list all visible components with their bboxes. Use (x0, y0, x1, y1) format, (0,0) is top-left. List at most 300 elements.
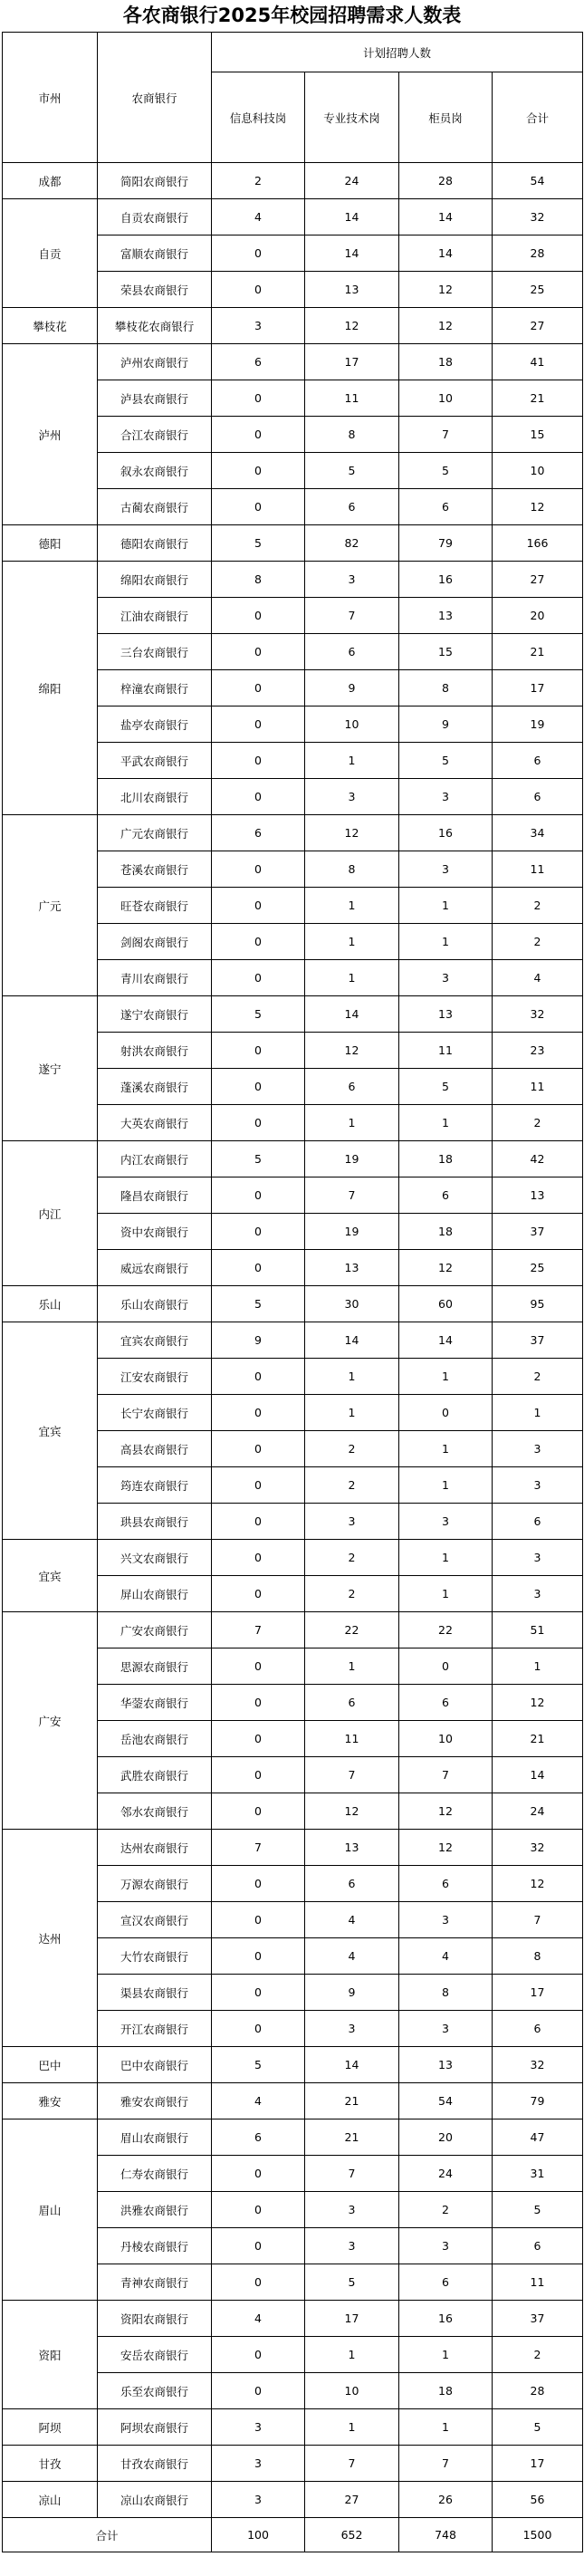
counter-cell: 3 (399, 1902, 493, 1938)
bank-cell: 广元农商银行 (98, 815, 212, 851)
pro-cell: 1 (305, 924, 399, 960)
city-cell: 乐山 (3, 1286, 98, 1322)
counter-cell: 14 (399, 235, 493, 272)
it-cell: 0 (212, 960, 305, 996)
bank-cell: 泸县农商银行 (98, 380, 212, 417)
bank-cell: 内江农商银行 (98, 1141, 212, 1177)
counter-cell: 16 (399, 815, 493, 851)
page-title: 各农商银行2025年校园招聘需求人数表 (122, 5, 462, 26)
counter-cell: 3 (399, 2228, 493, 2264)
total-cell: 13 (493, 1177, 583, 1214)
counter-cell: 13 (399, 996, 493, 1033)
it-cell: 0 (212, 1431, 305, 1467)
bank-cell: 旺苍农商银行 (98, 888, 212, 924)
counter-cell: 28 (399, 163, 493, 199)
total-cell: 3 (493, 1576, 583, 1612)
counter-cell: 5 (399, 453, 493, 489)
city-cell: 广元 (3, 815, 98, 996)
city-cell: 宜宾 (3, 1540, 98, 1612)
total-cell: 27 (493, 308, 583, 344)
pro-cell: 6 (305, 1685, 399, 1721)
total-cell: 95 (493, 1286, 583, 1322)
pro-cell: 2 (305, 1467, 399, 1504)
bank-cell: 德阳农商银行 (98, 525, 212, 562)
table-row (3, 1322, 583, 1359)
bank-cell: 隆昌农商银行 (98, 1177, 212, 1214)
total-it-cell: 100 (212, 2518, 305, 2552)
counter-cell: 12 (399, 308, 493, 344)
it-cell: 4 (212, 2083, 305, 2119)
it-cell: 0 (212, 1359, 305, 1395)
counter-cell: 12 (399, 272, 493, 308)
it-cell: 5 (212, 1141, 305, 1177)
counter-cell: 18 (399, 1141, 493, 1177)
counter-cell: 14 (399, 199, 493, 235)
counter-cell: 79 (399, 525, 493, 562)
total-cell: 37 (493, 1322, 583, 1359)
table-row (3, 562, 583, 598)
it-cell: 0 (212, 924, 305, 960)
it-cell: 5 (212, 996, 305, 1033)
pro-cell: 12 (305, 308, 399, 344)
pro-cell: 1 (305, 960, 399, 996)
counter-cell: 14 (399, 1322, 493, 1359)
pro-cell: 2 (305, 1540, 399, 1576)
it-cell: 0 (212, 2011, 305, 2047)
total-cell: 14 (493, 1757, 583, 1793)
counter-cell: 1 (399, 1540, 493, 1576)
total-cell: 17 (493, 670, 583, 706)
it-cell: 6 (212, 815, 305, 851)
pro-cell: 8 (305, 851, 399, 888)
table-row (3, 1141, 583, 1177)
it-cell: 0 (212, 1576, 305, 1612)
it-cell: 4 (212, 2301, 305, 2337)
bank-cell: 古蔺农商银行 (98, 489, 212, 525)
total-cell: 47 (493, 2119, 583, 2156)
pro-cell: 3 (305, 2011, 399, 2047)
pro-cell: 13 (305, 1250, 399, 1286)
bank-cell: 江油农商银行 (98, 598, 212, 634)
bank-cell: 资阳农商银行 (98, 2301, 212, 2337)
counter-cell: 18 (399, 1214, 493, 1250)
pro-cell: 1 (305, 743, 399, 779)
city-cell: 甘孜 (3, 2446, 98, 2482)
it-cell: 0 (212, 2337, 305, 2373)
counter-cell: 1 (399, 1105, 493, 1141)
bank-cell: 攀枝花农商银行 (98, 308, 212, 344)
it-cell: 0 (212, 1793, 305, 1830)
total-cell: 28 (493, 2373, 583, 2409)
bank-cell: 射洪农商银行 (98, 1033, 212, 1069)
bank-cell: 泸州农商银行 (98, 344, 212, 380)
total-cell: 25 (493, 272, 583, 308)
bank-cell: 武胜农商银行 (98, 1757, 212, 1793)
it-cell: 4 (212, 199, 305, 235)
table-row (3, 199, 583, 235)
city-cell: 自贡 (3, 199, 98, 308)
bank-cell: 青川农商银行 (98, 960, 212, 996)
pro-cell: 7 (305, 1757, 399, 1793)
header-bank: 农商银行 (98, 33, 212, 163)
it-cell: 0 (212, 1975, 305, 2011)
bank-cell: 荣县农商银行 (98, 272, 212, 308)
pro-cell: 13 (305, 1830, 399, 1866)
table-row (3, 2301, 583, 2337)
it-cell: 8 (212, 562, 305, 598)
bank-cell: 万源农商银行 (98, 1866, 212, 1902)
total-cell: 5 (493, 2409, 583, 2446)
bank-cell: 长宁农商银行 (98, 1395, 212, 1431)
bank-cell: 高县农商银行 (98, 1431, 212, 1467)
counter-cell: 16 (399, 562, 493, 598)
total-cell: 32 (493, 199, 583, 235)
city-cell: 资阳 (3, 2301, 98, 2409)
pro-cell: 1 (305, 1395, 399, 1431)
it-cell: 2 (212, 163, 305, 199)
counter-cell: 12 (399, 1250, 493, 1286)
counter-cell: 3 (399, 2011, 493, 2047)
it-cell: 0 (212, 1866, 305, 1902)
pro-cell: 6 (305, 1866, 399, 1902)
total-cell: 5 (493, 2192, 583, 2228)
it-cell: 0 (212, 1250, 305, 1286)
bank-cell: 宣汉农商银行 (98, 1902, 212, 1938)
bank-cell: 洪雅农商银行 (98, 2192, 212, 2228)
city-cell: 泸州 (3, 344, 98, 525)
table-row (3, 2446, 583, 2482)
counter-cell: 6 (399, 1866, 493, 1902)
total-cell: 10 (493, 453, 583, 489)
it-cell: 0 (212, 670, 305, 706)
pro-cell: 11 (305, 380, 399, 417)
pro-cell: 19 (305, 1141, 399, 1177)
counter-cell: 1 (399, 1431, 493, 1467)
counter-cell: 5 (399, 1069, 493, 1105)
counter-cell: 18 (399, 344, 493, 380)
total-cell: 2 (493, 1359, 583, 1395)
counter-cell: 1 (399, 1576, 493, 1612)
total-cell: 17 (493, 1975, 583, 2011)
total-cell: 34 (493, 815, 583, 851)
it-cell: 5 (212, 525, 305, 562)
city-cell: 雅安 (3, 2083, 98, 2119)
total-cell: 25 (493, 1250, 583, 1286)
table-row (3, 2083, 583, 2119)
pro-cell: 14 (305, 1322, 399, 1359)
pro-cell: 8 (305, 417, 399, 453)
pro-cell: 9 (305, 1975, 399, 2011)
counter-cell: 3 (399, 960, 493, 996)
counter-cell: 10 (399, 380, 493, 417)
total-cell: 12 (493, 489, 583, 525)
header-city: 市州 (3, 33, 98, 163)
bank-cell: 宜宾农商银行 (98, 1322, 212, 1359)
counter-cell: 22 (399, 1612, 493, 1648)
total-cell: 3 (493, 1431, 583, 1467)
pro-cell: 7 (305, 2156, 399, 2192)
it-cell: 0 (212, 1105, 305, 1141)
bank-cell: 广安农商银行 (98, 1612, 212, 1648)
counter-cell: 8 (399, 1975, 493, 2011)
counter-cell: 3 (399, 851, 493, 888)
header-pro: 专业技术岗 (305, 72, 399, 163)
bank-cell: 乐山农商银行 (98, 1286, 212, 1322)
total-cell: 6 (493, 1504, 583, 1540)
counter-cell: 0 (399, 1395, 493, 1431)
counter-cell: 1 (399, 1467, 493, 1504)
pro-cell: 2 (305, 1576, 399, 1612)
it-cell: 0 (212, 2264, 305, 2301)
it-cell: 0 (212, 272, 305, 308)
pro-cell: 1 (305, 2337, 399, 2373)
pro-cell: 1 (305, 1648, 399, 1685)
header-plan: 计划招聘人数 (212, 33, 583, 72)
counter-cell: 11 (399, 1033, 493, 1069)
it-cell: 0 (212, 851, 305, 888)
it-cell: 6 (212, 2119, 305, 2156)
bank-cell: 阿坝农商银行 (98, 2409, 212, 2446)
table-row (3, 2119, 583, 2156)
it-cell: 0 (212, 2156, 305, 2192)
it-cell: 0 (212, 888, 305, 924)
bank-cell: 岳池农商银行 (98, 1721, 212, 1757)
bank-cell: 剑阁农商银行 (98, 924, 212, 960)
pro-cell: 13 (305, 272, 399, 308)
total-cell: 37 (493, 2301, 583, 2337)
counter-cell: 6 (399, 1177, 493, 1214)
pro-cell: 21 (305, 2119, 399, 2156)
pro-cell: 9 (305, 670, 399, 706)
counter-cell: 12 (399, 1830, 493, 1866)
pro-cell: 3 (305, 562, 399, 598)
counter-cell: 6 (399, 2264, 493, 2301)
total-counter-cell: 748 (399, 2518, 493, 2552)
total-cell: 3 (493, 1467, 583, 1504)
counter-cell: 7 (399, 417, 493, 453)
table-row (3, 344, 583, 380)
counter-cell: 24 (399, 2156, 493, 2192)
bank-cell: 巴中农商银行 (98, 2047, 212, 2083)
pro-cell: 12 (305, 1793, 399, 1830)
bank-cell: 资中农商银行 (98, 1214, 212, 1250)
total-cell: 2 (493, 1105, 583, 1141)
it-cell: 0 (212, 706, 305, 743)
it-cell: 9 (212, 1322, 305, 1359)
total-cell: 2 (493, 888, 583, 924)
it-cell: 3 (212, 2446, 305, 2482)
pro-cell: 1 (305, 1105, 399, 1141)
it-cell: 5 (212, 1286, 305, 1322)
total-cell: 24 (493, 1793, 583, 1830)
bank-cell: 绵阳农商银行 (98, 562, 212, 598)
total-cell: 54 (493, 163, 583, 199)
bank-cell: 自贡农商银行 (98, 199, 212, 235)
header-total: 合计 (493, 72, 583, 163)
it-cell: 0 (212, 1504, 305, 1540)
counter-cell: 1 (399, 1359, 493, 1395)
total-cell: 17 (493, 2446, 583, 2482)
pro-cell: 30 (305, 1286, 399, 1322)
total-cell: 32 (493, 1830, 583, 1866)
table-row (3, 163, 583, 199)
city-cell: 阿坝 (3, 2409, 98, 2446)
counter-cell: 13 (399, 2047, 493, 2083)
bank-cell: 甘孜农商银行 (98, 2446, 212, 2482)
it-cell: 0 (212, 1902, 305, 1938)
pro-cell: 14 (305, 2047, 399, 2083)
total-cell: 12 (493, 1866, 583, 1902)
counter-cell: 60 (399, 1286, 493, 1322)
it-cell: 0 (212, 743, 305, 779)
bank-cell: 蓬溪农商银行 (98, 1069, 212, 1105)
it-cell: 5 (212, 2047, 305, 2083)
counter-cell: 1 (399, 2409, 493, 2446)
pro-cell: 5 (305, 2264, 399, 2301)
pro-cell: 3 (305, 1504, 399, 1540)
it-cell: 0 (212, 2228, 305, 2264)
city-cell: 广安 (3, 1612, 98, 1830)
pro-cell: 11 (305, 1721, 399, 1757)
it-cell: 0 (212, 1540, 305, 1576)
it-cell: 7 (212, 1830, 305, 1866)
total-total-cell: 1500 (493, 2518, 583, 2552)
bank-cell: 江安农商银行 (98, 1359, 212, 1395)
total-cell: 19 (493, 706, 583, 743)
total-cell: 27 (493, 562, 583, 598)
bank-cell: 青神农商银行 (98, 2264, 212, 2301)
city-cell: 凉山 (3, 2482, 98, 2518)
pro-cell: 7 (305, 2446, 399, 2482)
counter-cell: 8 (399, 670, 493, 706)
counter-cell: 3 (399, 779, 493, 815)
total-cell: 15 (493, 417, 583, 453)
bank-cell: 渠县农商银行 (98, 1975, 212, 2011)
pro-cell: 7 (305, 1177, 399, 1214)
city-cell: 巴中 (3, 2047, 98, 2083)
bank-cell: 苍溪农商银行 (98, 851, 212, 888)
pro-cell: 10 (305, 2373, 399, 2409)
it-cell: 3 (212, 2409, 305, 2446)
counter-cell: 4 (399, 1938, 493, 1975)
table-row (3, 308, 583, 344)
pro-cell: 5 (305, 453, 399, 489)
total-cell: 11 (493, 1069, 583, 1105)
it-cell: 7 (212, 1612, 305, 1648)
total-cell: 6 (493, 779, 583, 815)
pro-cell: 14 (305, 996, 399, 1033)
pro-cell: 12 (305, 1033, 399, 1069)
bank-cell: 珙县农商银行 (98, 1504, 212, 1540)
total-cell: 51 (493, 1612, 583, 1648)
counter-cell: 20 (399, 2119, 493, 2156)
bank-cell: 简阳农商银行 (98, 163, 212, 199)
total-cell: 21 (493, 380, 583, 417)
table-row (3, 2047, 583, 2083)
city-cell: 成都 (3, 163, 98, 199)
total-cell: 11 (493, 851, 583, 888)
pro-cell: 6 (305, 634, 399, 670)
bank-cell: 大英农商银行 (98, 1105, 212, 1141)
bank-cell: 筠连农商银行 (98, 1467, 212, 1504)
pro-cell: 3 (305, 2192, 399, 2228)
city-cell: 宜宾 (3, 1322, 98, 1540)
total-cell: 1 (493, 1648, 583, 1685)
table-row (3, 1830, 583, 1866)
counter-cell: 9 (399, 706, 493, 743)
counter-cell: 3 (399, 1504, 493, 1540)
it-cell: 0 (212, 489, 305, 525)
total-cell: 1 (493, 1395, 583, 1431)
it-cell: 0 (212, 1177, 305, 1214)
city-cell: 内江 (3, 1141, 98, 1286)
it-cell: 3 (212, 2482, 305, 2518)
total-cell: 7 (493, 1902, 583, 1938)
it-cell: 0 (212, 417, 305, 453)
pro-cell: 4 (305, 1938, 399, 1975)
bank-cell: 屏山农商银行 (98, 1576, 212, 1612)
table-row (3, 1286, 583, 1322)
counter-cell: 54 (399, 2083, 493, 2119)
total-cell: 56 (493, 2482, 583, 2518)
it-cell: 0 (212, 598, 305, 634)
counter-cell: 12 (399, 1793, 493, 1830)
it-cell: 0 (212, 380, 305, 417)
bank-cell: 丹棱农商银行 (98, 2228, 212, 2264)
counter-cell: 18 (399, 2373, 493, 2409)
bank-cell: 达州农商银行 (98, 1830, 212, 1866)
total-cell: 8 (493, 1938, 583, 1975)
pro-cell: 82 (305, 525, 399, 562)
counter-cell: 6 (399, 1685, 493, 1721)
counter-cell: 26 (399, 2482, 493, 2518)
bank-cell: 富顺农商银行 (98, 235, 212, 272)
it-cell: 0 (212, 1033, 305, 1069)
pro-cell: 24 (305, 163, 399, 199)
total-cell: 79 (493, 2083, 583, 2119)
pro-cell: 7 (305, 598, 399, 634)
bank-cell: 平武农商银行 (98, 743, 212, 779)
total-cell: 6 (493, 2011, 583, 2047)
it-cell: 0 (212, 235, 305, 272)
total-cell: 6 (493, 2228, 583, 2264)
pro-cell: 14 (305, 199, 399, 235)
city-cell: 德阳 (3, 525, 98, 562)
bank-cell: 安岳农商银行 (98, 2337, 212, 2373)
table-row (3, 815, 583, 851)
total-cell: 41 (493, 344, 583, 380)
bank-cell: 思源农商银行 (98, 1648, 212, 1685)
counter-cell: 13 (399, 598, 493, 634)
city-cell: 攀枝花 (3, 308, 98, 344)
total-cell: 4 (493, 960, 583, 996)
counter-cell: 1 (399, 2337, 493, 2373)
total-cell: 28 (493, 235, 583, 272)
pro-cell: 14 (305, 235, 399, 272)
it-cell: 0 (212, 1214, 305, 1250)
counter-cell: 6 (399, 489, 493, 525)
bank-cell: 梓潼农商银行 (98, 670, 212, 706)
total-cell: 23 (493, 1033, 583, 1069)
bank-cell: 华蓥农商银行 (98, 1685, 212, 1721)
pro-cell: 1 (305, 2409, 399, 2446)
total-cell: 20 (493, 598, 583, 634)
it-cell: 0 (212, 1069, 305, 1105)
bank-cell: 凉山农商银行 (98, 2482, 212, 2518)
counter-cell: 7 (399, 2446, 493, 2482)
it-cell: 0 (212, 2373, 305, 2409)
pro-cell: 22 (305, 1612, 399, 1648)
